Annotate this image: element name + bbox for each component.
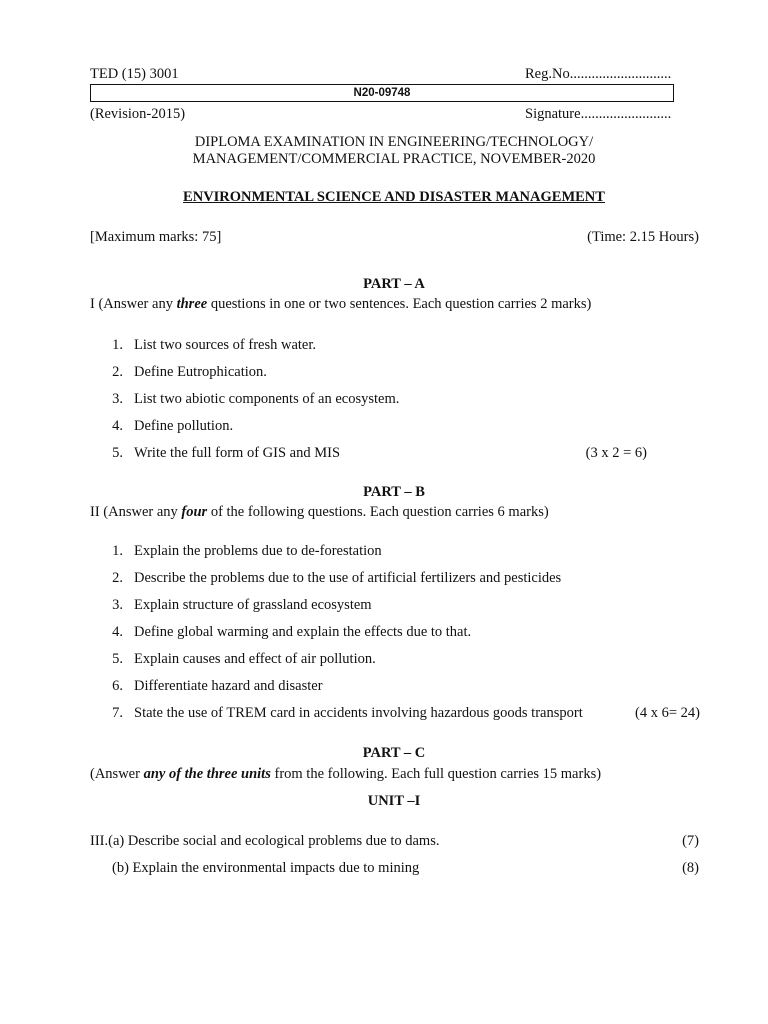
- question-number: 2.: [112, 364, 123, 380]
- part-a-instructions: [90, 296, 591, 313]
- part-b-marks: (4 x 6= 24): [635, 705, 700, 721]
- question-3a-text: III.(a) Describe social and ecological problems due to dams.: [90, 833, 440, 849]
- qp-number: N20-09748: [353, 87, 411, 99]
- part-b-instructions: [90, 504, 549, 521]
- question-text: Explain causes and effect of air pollution.: [134, 651, 376, 667]
- question-number: 7.: [112, 705, 123, 721]
- question-3a-marks: (7): [682, 833, 699, 849]
- question-text: Define Eutrophication.: [134, 364, 267, 380]
- part-a-instr-emphasis: three: [176, 296, 208, 312]
- time-allowed: (Time: 2.15 Hours): [587, 229, 699, 245]
- exam-title-line-2: MANAGEMENT/COMMERCIAL PRACTICE, NOVEMBER-2020: [192, 151, 596, 167]
- question-text: Explain the problems due to de-forestation: [134, 543, 382, 559]
- question-text: Explain structure of grassland ecosystem: [134, 597, 372, 613]
- question-number: 2.: [112, 570, 123, 586]
- question-text: Define global warming and explain the effects due to that.: [134, 624, 472, 640]
- signature-field: Signature.........................: [525, 106, 672, 122]
- question-number: 1.: [112, 337, 123, 353]
- part-c-instr-emphasis: any of the three units: [143, 766, 271, 782]
- part-b-instr-post: of the following questions. Each question carries 6 marks): [207, 504, 549, 520]
- part-c-title: PART – C: [362, 745, 426, 761]
- question-3b-text: (b) Explain the environmental impacts due to mining: [112, 860, 420, 876]
- part-c-instructions: [90, 766, 601, 783]
- question-number: 3.: [112, 597, 123, 613]
- question-text: State the use of TREM card in accidents involving hazardous goods transport: [134, 705, 583, 721]
- paper-code: TED (15) 3001: [90, 66, 179, 82]
- part-b-instr-emphasis: four: [181, 504, 208, 520]
- question-number: 1.: [112, 543, 123, 559]
- question-number: 6.: [112, 678, 123, 694]
- question-text: List two sources of fresh water.: [134, 337, 317, 353]
- question-text: List two abiotic components of an ecosystem.: [134, 391, 400, 407]
- max-marks: [Maximum marks: 75]: [90, 229, 222, 245]
- question-text: Differentiate hazard and disaster: [134, 678, 323, 694]
- question-number: 4.: [112, 624, 123, 640]
- part-c-instr-pre: (Answer: [90, 766, 144, 782]
- part-c-instr-post: from the following. Each full question carries 15 marks): [270, 766, 602, 782]
- question-text: Write the full form of GIS and MIS: [134, 445, 341, 461]
- question-number: 5.: [112, 651, 123, 667]
- revision-label: (Revision-2015): [90, 106, 186, 122]
- question-number: 4.: [112, 418, 123, 434]
- part-a-marks: (3 x 2 = 6): [585, 445, 647, 461]
- question-3b-marks: (8): [682, 860, 699, 876]
- part-a-instr-post: questions in one or two sentences. Each question carries 2 marks): [207, 296, 592, 312]
- question-number: 5.: [112, 445, 123, 461]
- part-a-title: PART – A: [363, 276, 425, 292]
- subject-title: ENVIRONMENTAL SCIENCE AND DISASTER MANAGEMENT: [183, 189, 605, 205]
- part-b-title: PART – B: [363, 484, 425, 500]
- part-b-instr-pre: II (Answer any: [90, 504, 182, 520]
- qp-number-box: [90, 84, 674, 102]
- unit-title: UNIT –I: [367, 793, 421, 809]
- reg-no-field: Reg.No............................: [525, 66, 672, 82]
- part-a-instr-pre: I (Answer any: [90, 296, 177, 312]
- question-text: Define pollution.: [134, 418, 234, 434]
- question-number: 3.: [112, 391, 123, 407]
- exam-title-line-1: DIPLOMA EXAMINATION IN ENGINEERING/TECHNOLOGY/: [194, 134, 594, 150]
- question-text: Describe the problems due to the use of artificial fertilizers and pesticides: [134, 570, 562, 586]
